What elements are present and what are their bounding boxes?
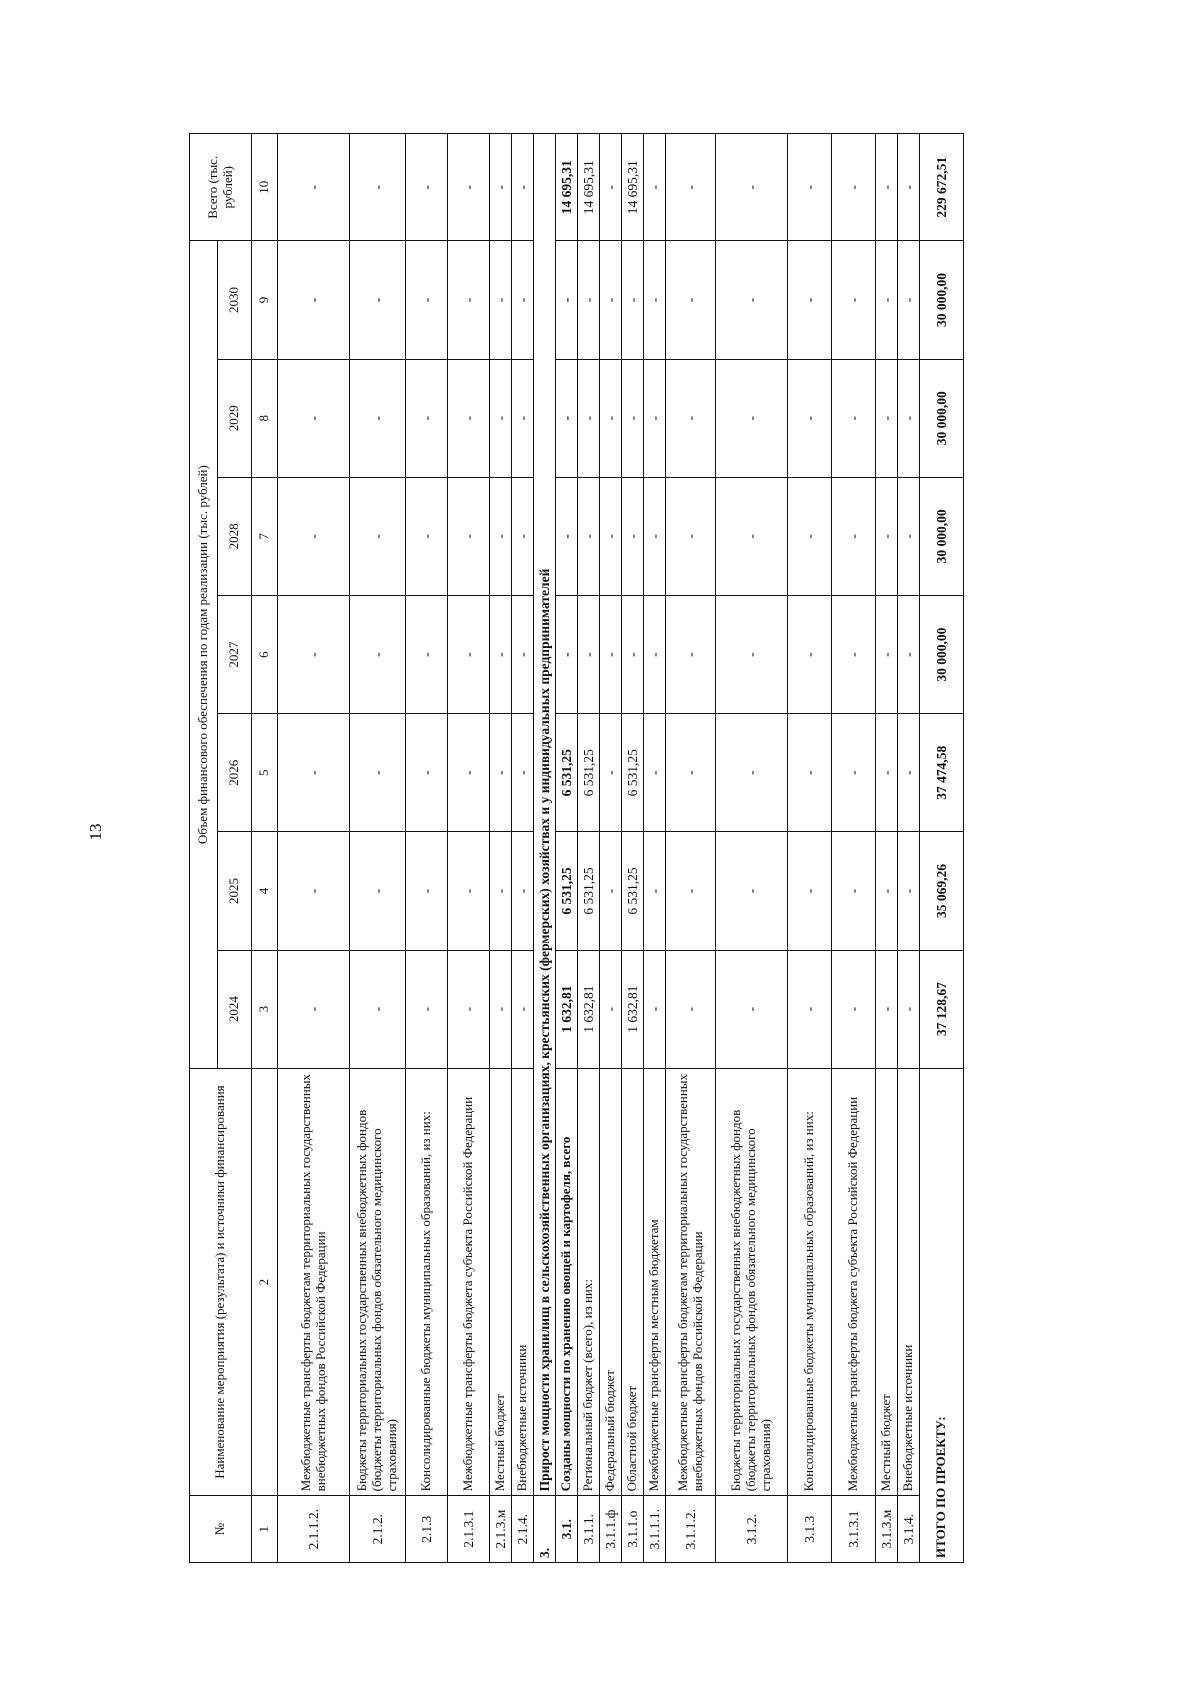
row-value: - — [788, 477, 832, 595]
row-value: - — [666, 714, 716, 832]
table-row — [556, 134, 578, 1563]
row-value: - — [406, 134, 448, 241]
row-value: - — [512, 241, 534, 359]
row-name: Внебюджетные источники — [512, 1068, 534, 1496]
table-row — [666, 134, 716, 1563]
row-value: - — [512, 596, 534, 714]
header-year: 2027 — [218, 596, 252, 714]
row-value: - — [898, 241, 920, 359]
row-number: 3.1.3.м — [876, 1496, 898, 1563]
total-value: 229 672,51 — [920, 134, 964, 241]
row-value: - — [876, 832, 898, 950]
row-value: - — [448, 134, 490, 241]
row-value: - — [448, 477, 490, 595]
row-name: Межбюджетные трансферты бюджетам территориальных государственных внебюджетных фондов Российской Федерации — [666, 1068, 716, 1496]
row-name: Консолидированные бюджеты муниципальных образований, из них: — [406, 1068, 448, 1496]
row-value: - — [666, 359, 716, 477]
row-value: - — [832, 714, 876, 832]
total-value: 30 000,00 — [920, 241, 964, 359]
table-row — [832, 134, 876, 1563]
row-value: - — [600, 832, 622, 950]
total-value: 37 128,67 — [920, 950, 964, 1068]
row-value: - — [406, 477, 448, 595]
header-year: 2024 — [218, 950, 252, 1068]
row-value: - — [278, 241, 350, 359]
row-value: 6 531,25 — [622, 714, 644, 832]
row-value: - — [832, 359, 876, 477]
row-number: 2.1.3 — [406, 1496, 448, 1563]
index-cell: 1 — [252, 1496, 278, 1563]
row-value: - — [512, 359, 534, 477]
total-row — [920, 134, 964, 1563]
row-value: 1 632,81 — [578, 950, 600, 1068]
table-row — [876, 134, 898, 1563]
row-value: 6 531,25 — [578, 714, 600, 832]
row-number: 3.1.1.1. — [644, 1496, 666, 1563]
row-value: - — [644, 714, 666, 832]
row-value: - — [666, 832, 716, 950]
row-value: - — [350, 241, 406, 359]
row-value: - — [644, 832, 666, 950]
row-name: Областной бюджет — [622, 1068, 644, 1496]
row-value: 14 695,31 — [578, 134, 600, 241]
row-name: Внебюджетные источники — [898, 1068, 920, 1496]
row-value: - — [448, 832, 490, 950]
row-value: - — [832, 832, 876, 950]
table-row — [788, 134, 832, 1563]
row-name: Региональный бюджет (всего), из них: — [578, 1068, 600, 1496]
row-value: - — [512, 134, 534, 241]
row-value: - — [600, 477, 622, 595]
row-value: - — [788, 950, 832, 1068]
row-number: 3.1.2. — [716, 1496, 788, 1563]
row-value: - — [578, 596, 600, 714]
row-value: - — [556, 359, 578, 477]
row-value: - — [898, 950, 920, 1068]
row-value: - — [832, 134, 876, 241]
row-value: - — [788, 241, 832, 359]
row-value: - — [898, 359, 920, 477]
header-year: 2028 — [218, 477, 252, 595]
row-name: Межбюджетные трансферты местным бюджетам — [644, 1068, 666, 1496]
table-row — [512, 134, 534, 1563]
index-cell: 10 — [252, 134, 278, 241]
row-value: - — [406, 950, 448, 1068]
row-number: 2.1.3.1 — [448, 1496, 490, 1563]
row-value: - — [898, 134, 920, 241]
row-value: - — [788, 134, 832, 241]
row-name: Бюджеты территориальных государственных внебюджетных фондов (бюджеты территориальных фондов обязательного медицинского страхования) — [716, 1068, 788, 1496]
row-name: Межбюджетные трансферты бюджета субъекта Российской Федерации — [832, 1068, 876, 1496]
row-value: - — [876, 477, 898, 595]
row-value: - — [600, 950, 622, 1068]
row-value: - — [512, 950, 534, 1068]
row-value: - — [788, 714, 832, 832]
row-value: - — [350, 950, 406, 1068]
table-row — [716, 134, 788, 1563]
row-value: - — [278, 134, 350, 241]
row-value: - — [644, 134, 666, 241]
row-value: - — [898, 832, 920, 950]
row-value: - — [490, 134, 512, 241]
row-value: 1 632,81 — [556, 950, 578, 1068]
row-value: - — [350, 832, 406, 950]
row-value: - — [716, 359, 788, 477]
row-value: - — [278, 950, 350, 1068]
row-value: 14 695,31 — [622, 134, 644, 241]
header-volume: Объем финансового обеспечения по годам реализации (тыс. рублей) — [190, 241, 218, 1068]
table-row — [350, 134, 406, 1563]
row-value: - — [832, 950, 876, 1068]
index-row — [252, 134, 278, 1563]
row-value: - — [876, 950, 898, 1068]
row-value: - — [876, 596, 898, 714]
index-cell: 8 — [252, 359, 278, 477]
row-value: - — [278, 359, 350, 477]
row-value: - — [406, 241, 448, 359]
table-row — [578, 134, 600, 1563]
header-year: 2030 — [218, 241, 252, 359]
section-row-group — [534, 134, 556, 1563]
total-value: 35 069,26 — [920, 832, 964, 950]
row-value: - — [556, 477, 578, 595]
row-value: - — [512, 477, 534, 595]
row-value: - — [448, 596, 490, 714]
index-cell: 3 — [252, 950, 278, 1068]
row-value: - — [278, 596, 350, 714]
index-cell: 7 — [252, 477, 278, 595]
row-value: - — [716, 134, 788, 241]
row-value: 6 531,25 — [556, 832, 578, 950]
total-label: ИТОГО ПО ПРОЕКТУ: — [920, 1068, 964, 1562]
row-value: - — [350, 477, 406, 595]
total-row-group — [920, 134, 964, 1563]
row-value: - — [406, 596, 448, 714]
row-number: 3.1.3.1 — [832, 1496, 876, 1563]
row-value: - — [406, 359, 448, 477]
row-value: 1 632,81 — [622, 950, 644, 1068]
row-value: - — [622, 596, 644, 714]
row-value: - — [578, 359, 600, 477]
row-value: - — [278, 832, 350, 950]
row-value: - — [666, 596, 716, 714]
row-value: - — [716, 950, 788, 1068]
row-value: - — [406, 832, 448, 950]
row-number: 3.1.4. — [898, 1496, 920, 1563]
page-number: 13 — [86, 823, 105, 841]
row-value: - — [876, 359, 898, 477]
header-year: 2026 — [218, 714, 252, 832]
row-value: - — [350, 714, 406, 832]
total-value: 30 000,00 — [920, 359, 964, 477]
row-value: - — [490, 359, 512, 477]
row-value: - — [490, 832, 512, 950]
row-value: - — [512, 832, 534, 950]
row-value: - — [448, 950, 490, 1068]
row-value: - — [644, 596, 666, 714]
row-value: - — [578, 241, 600, 359]
row-value: - — [622, 477, 644, 595]
index-cell: 4 — [252, 832, 278, 950]
header-name: Наименование мероприятия (результата) и источники финансирования — [190, 1068, 252, 1496]
table-row — [898, 134, 920, 1563]
row-value: - — [716, 832, 788, 950]
table-row — [622, 134, 644, 1563]
header-year: 2025 — [218, 832, 252, 950]
index-cell: 9 — [252, 241, 278, 359]
row-number: 3.1.1.о — [622, 1496, 644, 1563]
section-title: Прирост мощности хранилищ в сельскохозяйственных организациях, крестьянских (фермерских) хозяйствах и у индивидуальных предпринимателей — [534, 134, 556, 1496]
row-number: 3.1.3 — [788, 1496, 832, 1563]
row-value: - — [716, 714, 788, 832]
row-value: - — [898, 477, 920, 595]
row-value: - — [644, 359, 666, 477]
total-value: 30 000,00 — [920, 477, 964, 595]
row-value: - — [898, 596, 920, 714]
row-value: - — [278, 714, 350, 832]
row-value: - — [490, 241, 512, 359]
row-name: Федеральный бюджет — [600, 1068, 622, 1496]
row-value: - — [350, 596, 406, 714]
row-number: 2.1.3.м — [490, 1496, 512, 1563]
row-number: 2.1.1.2. — [278, 1496, 350, 1563]
row-value: - — [876, 134, 898, 241]
row-name: Местный бюджет — [490, 1068, 512, 1496]
index-cell: 6 — [252, 596, 278, 714]
row-value: 6 531,25 — [622, 832, 644, 950]
table-row — [600, 134, 622, 1563]
financing-table — [189, 133, 964, 1563]
header-no: № — [190, 1496, 252, 1563]
rotated-table-wrapper — [189, 133, 964, 1563]
row-value: - — [512, 714, 534, 832]
row-value: - — [556, 241, 578, 359]
row-number: 3.1.1. — [578, 1496, 600, 1563]
row-value: - — [832, 241, 876, 359]
row-number: 3.1.1.ф — [600, 1496, 622, 1563]
row-value: - — [666, 241, 716, 359]
row-value: - — [600, 714, 622, 832]
row-value: - — [622, 241, 644, 359]
row-value: - — [788, 596, 832, 714]
row-value: - — [490, 596, 512, 714]
row-value: - — [490, 950, 512, 1068]
row-value: - — [600, 134, 622, 241]
row-value: - — [448, 359, 490, 477]
table-row — [406, 134, 448, 1563]
row-number: 3.1.1.2. — [666, 1496, 716, 1563]
row-value: - — [448, 241, 490, 359]
row-value: - — [832, 477, 876, 595]
row-value: - — [644, 950, 666, 1068]
row-name: Созданы мощности по хранению овощей и картофеля, всего — [556, 1068, 578, 1496]
row-value: - — [788, 832, 832, 950]
row-name: Консолидированные бюджеты муниципальных образований, из них: — [788, 1068, 832, 1496]
row-value: 6 531,25 — [556, 714, 578, 832]
row-number: 2.1.2. — [350, 1496, 406, 1563]
row-value: - — [578, 477, 600, 595]
row-value: - — [644, 241, 666, 359]
section-no: 3. — [534, 1496, 556, 1563]
table-row — [448, 134, 490, 1563]
row-value: - — [600, 596, 622, 714]
row-value: - — [716, 477, 788, 595]
header-year: 2029 — [218, 359, 252, 477]
row-value: - — [556, 596, 578, 714]
row-value: - — [788, 359, 832, 477]
row-value: - — [876, 241, 898, 359]
row-value: - — [600, 359, 622, 477]
row-value: - — [278, 477, 350, 595]
row-value: - — [666, 950, 716, 1068]
row-value: - — [898, 714, 920, 832]
row-value: - — [600, 241, 622, 359]
row-value: - — [666, 477, 716, 595]
table-body-part-2 — [556, 134, 920, 1563]
table-row — [278, 134, 350, 1563]
row-number: 2.1.4. — [512, 1496, 534, 1563]
row-value: - — [350, 134, 406, 241]
header-total: Всего (тыс. рублей) — [190, 134, 252, 241]
row-value: - — [832, 596, 876, 714]
table-row — [490, 134, 512, 1563]
row-value: - — [350, 359, 406, 477]
row-value: 14 695,31 — [556, 134, 578, 241]
row-name: Бюджеты территориальных государственных внебюджетных фондов (бюджеты территориальных фондов обязательного медицинского страхования) — [350, 1068, 406, 1496]
table-body-part-1 — [278, 134, 534, 1563]
section-row — [534, 134, 556, 1563]
row-value: - — [716, 596, 788, 714]
row-value: - — [622, 359, 644, 477]
row-value: - — [490, 714, 512, 832]
row-name: Межбюджетные трансферты бюджетам территориальных государственных внебюджетных фондов Российской Федерации — [278, 1068, 350, 1496]
row-value: 6 531,25 — [578, 832, 600, 950]
row-value: - — [876, 714, 898, 832]
row-number: 3.1. — [556, 1496, 578, 1563]
row-value: - — [666, 134, 716, 241]
total-value: 37 474,58 — [920, 714, 964, 832]
index-cell: 5 — [252, 714, 278, 832]
row-value: - — [716, 241, 788, 359]
row-value: - — [644, 477, 666, 595]
row-value: - — [448, 714, 490, 832]
row-name: Межбюджетные трансферты бюджета субъекта Российской Федерации — [448, 1068, 490, 1496]
table-row — [644, 134, 666, 1563]
row-name: Местный бюджет — [876, 1068, 898, 1496]
row-value: - — [406, 714, 448, 832]
total-value: 30 000,00 — [920, 596, 964, 714]
index-cell: 2 — [252, 1068, 278, 1496]
row-value: - — [490, 477, 512, 595]
